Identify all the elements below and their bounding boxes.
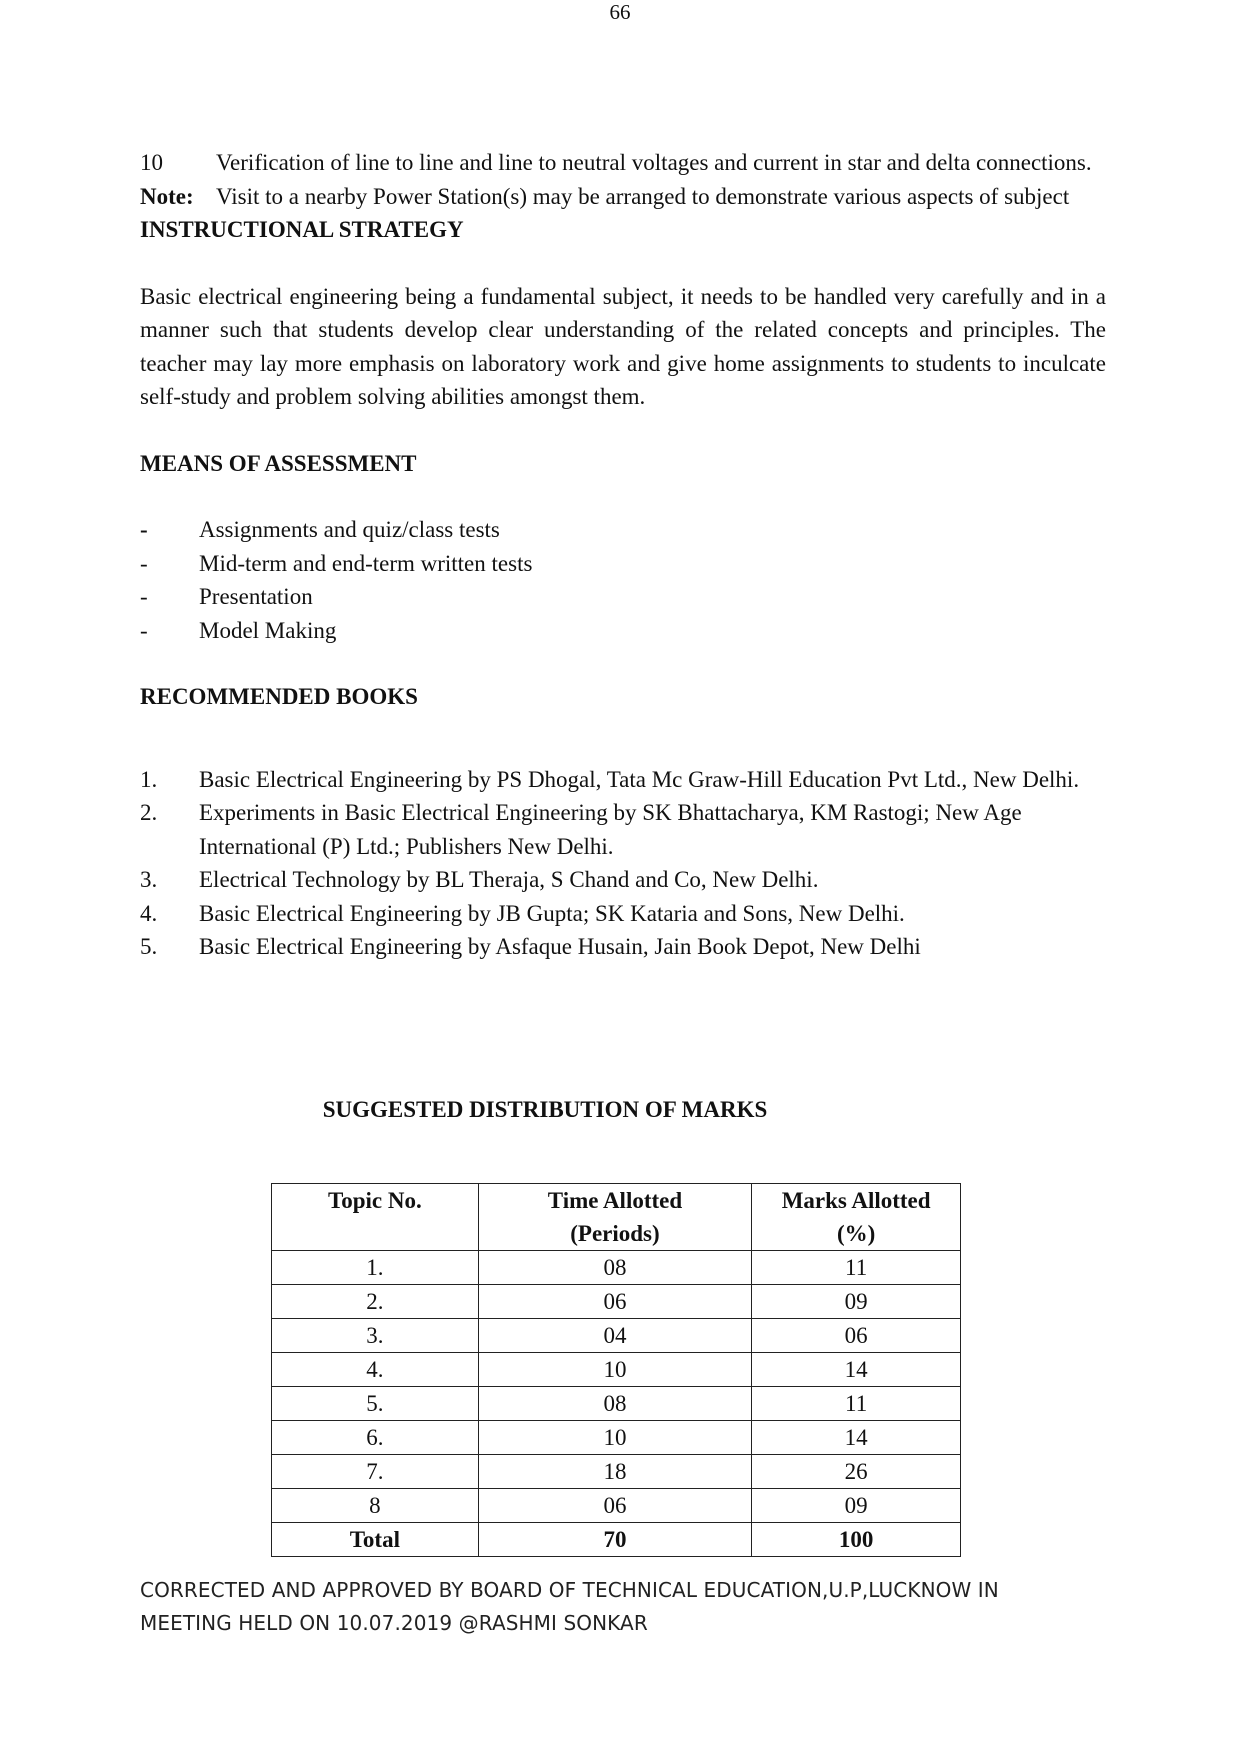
assessment-list xyxy=(140,513,1106,647)
cell-topic: 8 xyxy=(272,1489,479,1523)
note-label: Note: xyxy=(140,183,194,209)
cell-marks: 14 xyxy=(752,1353,961,1387)
book-text: Electrical Technology by BL Theraja, S Chand and Co, New Delhi. xyxy=(199,867,819,892)
bullet: - xyxy=(140,584,148,609)
note-text: Visit to a nearby Power Station(s) may be arranged to demonstrate various aspects of subject xyxy=(216,183,1070,209)
list-item xyxy=(140,547,1106,581)
means-of-assessment-heading: MEANS OF ASSESSMENT xyxy=(140,450,417,476)
header-topic-label: Topic No. xyxy=(327,1188,422,1213)
cell-marks: 09 xyxy=(752,1489,961,1523)
list-item xyxy=(140,580,1106,614)
header-marks-line2: (%) xyxy=(836,1221,876,1246)
list-item xyxy=(140,796,1106,863)
cell-topic: 6. xyxy=(272,1421,479,1455)
list-item xyxy=(140,513,1106,547)
cell-topic: 7. xyxy=(272,1455,479,1489)
instructional-strategy-text: Basic electrical engineering being a fundamental subject, it needs to be handled very carefully and in a manner such that students develop clear understanding of the related concepts and principles. The teacher may lay more emphasis on laboratory work and give home assignments to students to inculcate self-study and problem solving abilities amongst them. xyxy=(140,283,1106,409)
list-item xyxy=(140,614,1106,648)
cell-marks: 11 xyxy=(752,1387,961,1421)
list-item-text: Presentation xyxy=(199,584,313,609)
cell-total-time: 70 xyxy=(478,1523,752,1557)
cell-time: 10 xyxy=(478,1421,752,1455)
list-item-text: Model Making xyxy=(199,617,337,643)
cell-time: 06 xyxy=(478,1285,752,1319)
cell-marks: 14 xyxy=(752,1421,961,1455)
table-row xyxy=(272,1353,961,1387)
cell-time: 04 xyxy=(478,1319,752,1353)
marks-table xyxy=(271,1183,961,1557)
cell-topic: 5. xyxy=(272,1387,479,1421)
table-row xyxy=(272,1421,961,1455)
cell-time: 08 xyxy=(478,1387,752,1421)
cell-total-marks: 100 xyxy=(752,1523,961,1557)
header-time xyxy=(478,1184,752,1251)
book-number: 1. xyxy=(140,766,158,792)
bullet: - xyxy=(140,550,148,576)
header-time-line2: (Periods) xyxy=(570,1221,660,1246)
recommended-books-heading: RECOMMENDED BOOKS xyxy=(140,684,418,709)
table-header-row xyxy=(272,1184,961,1251)
list-item xyxy=(140,897,1106,931)
footer-line-2: MEETING HELD ON 10.07.2019 @RASHMI SONKAR xyxy=(140,1611,648,1635)
cell-marks: 11 xyxy=(752,1251,961,1285)
cell-marks: 09 xyxy=(752,1285,961,1319)
list-item xyxy=(140,763,1106,797)
header-marks-line1: Marks Allotted xyxy=(781,1188,931,1213)
cell-topic: 2. xyxy=(272,1285,479,1319)
table-row xyxy=(272,1387,961,1421)
table-row xyxy=(272,1489,961,1523)
experiment-item-10 xyxy=(140,146,1106,180)
cell-time: 06 xyxy=(478,1489,752,1523)
main-content xyxy=(140,146,1106,964)
cell-marks: 06 xyxy=(752,1319,961,1353)
cell-total-label: Total xyxy=(272,1523,479,1557)
cell-time: 08 xyxy=(478,1251,752,1285)
marks-distribution-heading: SUGGESTED DISTRIBUTION OF MARKS xyxy=(322,1097,768,1122)
header-topic xyxy=(272,1184,479,1251)
header-time-line1: Time Allotted xyxy=(547,1188,683,1213)
table-row xyxy=(272,1251,961,1285)
experiment-text: Verification of line to line and line to neutral voltages and current in star and delta connections. xyxy=(216,150,1092,175)
book-text: Basic Electrical Engineering by PS Dhogal, Tata Mc Graw-Hill Education Pvt Ltd., New Delhi. xyxy=(199,766,1080,792)
bullet: - xyxy=(140,617,148,643)
book-number: 2. xyxy=(140,800,158,825)
table-row xyxy=(272,1285,961,1319)
cell-topic: 1. xyxy=(272,1251,479,1285)
book-number: 3. xyxy=(140,867,158,892)
bullet: - xyxy=(140,517,148,542)
books-list xyxy=(140,763,1106,964)
note xyxy=(140,180,1106,214)
cell-topic: 4. xyxy=(272,1353,479,1387)
list-item xyxy=(140,930,1106,964)
book-text: Experiments in Basic Electrical Engineering by SK Bhattacharya, KM Rastogi; New Age International (P) Ltd.; Publishers New Delhi. xyxy=(199,800,1022,859)
cell-time: 10 xyxy=(478,1353,752,1387)
list-item-text: Mid-term and end-term written tests xyxy=(199,550,533,576)
instructional-strategy-heading: INSTRUCTIONAL STRATEGY xyxy=(140,217,464,242)
footer-line-1: CORRECTED AND APPROVED BY BOARD OF TECHNICAL EDUCATION,U.P,LUCKNOW IN xyxy=(140,1578,999,1602)
book-text: Basic Electrical Engineering by JB Gupta; SK Kataria and Sons, New Delhi. xyxy=(199,900,905,926)
table-row xyxy=(272,1319,961,1353)
book-number: 5. xyxy=(140,934,158,959)
cell-time: 18 xyxy=(478,1455,752,1489)
table-row xyxy=(272,1455,961,1489)
book-number: 4. xyxy=(140,900,158,926)
book-text: Basic Electrical Engineering by Asfaque Husain, Jain Book Depot, New Delhi xyxy=(199,934,921,959)
list-item-text: Assignments and quiz/class tests xyxy=(199,517,500,542)
list-item xyxy=(140,863,1106,897)
cell-topic: 3. xyxy=(272,1319,479,1353)
cell-marks: 26 xyxy=(752,1455,961,1489)
page-number: 66 xyxy=(609,0,631,24)
experiment-number: 10 xyxy=(140,150,163,175)
approval-footer xyxy=(140,1574,1100,1640)
header-marks xyxy=(752,1184,961,1251)
table-total-row xyxy=(272,1523,961,1557)
